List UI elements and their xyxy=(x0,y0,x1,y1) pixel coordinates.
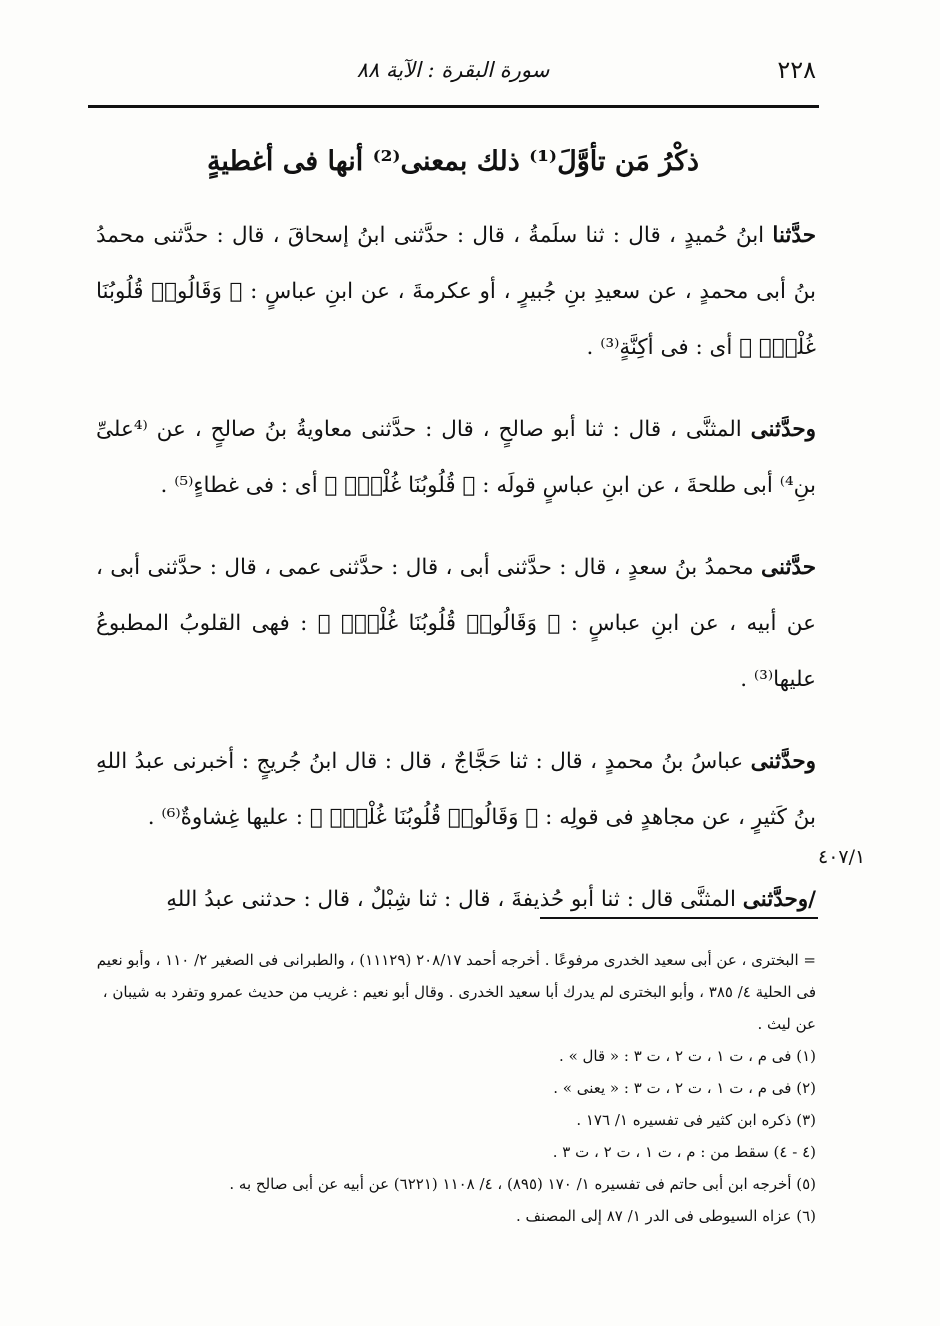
paragraph-1 xyxy=(96,208,816,376)
paragraph-lead: وحدَّثنى xyxy=(750,749,816,774)
footnote-4: (٤ - ٤) سقط من : م ، ت ١ ، ت ٢ ، ت ٣ . xyxy=(552,1143,816,1161)
marginal-reference: ٤٠٧/١ xyxy=(818,846,866,868)
paragraph-lead: حدَّثنى xyxy=(761,555,816,580)
footnotes xyxy=(96,944,816,1232)
paragraph-2 xyxy=(96,402,816,514)
paragraph-text: ابنُ حُميدٍ ، قال : ثنا سلَمةُ ، قال : حدَّثنى ابنُ إسحاقَ ، قال : حدَّثنى محمدُ بنُ أبى محمدٍ ، عن سعيدِ بنِ جُبيرٍ ، أو عكرمةَ ، عن ابنِ عباسٍ : ﴿ وَقَالُوا۟ قُلُوبُنَا غُلْفٌۢ ﴾ أى : فى أكِنَّةٍ⁽³⁾ . xyxy=(96,223,816,360)
paragraph-text: محمدُ بنُ سعدٍ ، قال : حدَّثنى أبى ، قال : حدَّثنى عمى ، قال : حدَّثنى أبى ، عن أبيه ، عن ابنِ عباسٍ : ﴿ وَقَالُوا۟ قُلُوبُنَا غُلْفٌۢ ﴾ : فهى القلوبُ المطبوعُ عليها⁽³⁾ . xyxy=(96,555,816,692)
footnote-6: (٦) عزاه السيوطى فى الدر ١/ ٨٧ إلى المصنف . xyxy=(515,1207,816,1225)
paragraph-4 xyxy=(96,734,816,846)
footnote-2: (٢) فى م ، ت ١ ، ت ٢ ، ت ٣ : « يعنى » . xyxy=(553,1079,816,1097)
footnote-1: (١) فى م ، ت ١ ، ت ٢ ، ت ٣ : « قال » . xyxy=(559,1047,816,1065)
running-title: سورة البقرة : الآية ٨٨ xyxy=(356,58,550,82)
paragraph-text: المثنَّى ، قال : ثنا أبو صالحٍ ، قال : حدَّثنى معاويةُ بنُ صالحٍ ، عن ⁽⁴علىِّ بنِ⁴⁾ أبى طلحةَ ، عن ابنِ عباسٍ قولَه : ﴿ قُلُوبُنَا غُلْفٌۢ ﴾ أى : فى غطاءٍ⁽⁵⁾ . xyxy=(96,417,816,498)
paragraph-3 xyxy=(96,540,816,708)
section-title: ذكْرُ مَن تأوَّلَ⁽¹⁾ ذلك بمعنى⁽²⁾ أنها فى أغطيةٍ xyxy=(206,146,700,177)
footnote-rule xyxy=(540,917,818,919)
paragraph-lead: حدَّثنا xyxy=(772,223,816,248)
page-header xyxy=(88,56,818,92)
paragraph-lead: وحدَّثنى xyxy=(750,417,816,442)
header-rule xyxy=(88,105,819,108)
page-number: ٢٢٨ xyxy=(777,56,816,84)
footnote-continuation: = البخترى ، عن أبى سعيد الخدرى مرفوعًا . أخرجه أحمد ٢٠٨/١٧ (١١١٢٩) ، والطبرانى فى الصغير ٢/ ١١٠ ، وأبو نعيم فى الحلية ٤/ ٣٨٥ ، وأبو البخترى لم يدرك أبا سعيد الخدرى . وقال أبو نعيم : غريب من حديث عمرو وتفرد به شيبان ، عن ليث . xyxy=(96,951,816,1033)
paragraph-text: عباسُ بنُ محمدٍ ، قال : ثنا حَجَّاجٌ ، قال : قال ابنُ جُريجٍ : أخبرنى عبدُ اللهِ بنُ كَثيرٍ ، عن مجاهدٍ فى قولِه : ﴿ وَقَالُوا۟ قُلُوبُنَا غُلْفٌۢ ﴾ : عليها غِشاوةٌ⁽⁶⁾ . xyxy=(96,749,816,830)
paragraph-5 xyxy=(96,872,816,928)
paragraph-text: المثنَّى قال : ثنا أبو حُذيفةَ ، قال : ثنا شِبْلٌ ، قال : حدثنى عبدُ اللهِ xyxy=(166,887,743,912)
main-text xyxy=(96,208,816,954)
paragraph-lead: /وحدَّثنى xyxy=(742,887,816,912)
footnote-3: (٣) ذكره ابن كثير فى تفسيره ١/ ١٧٦ . xyxy=(576,1111,816,1129)
footnote-5: (٥) أخرجه ابن أبى حاتم فى تفسيره ١/ ١٧٠ (٨٩٥) ، ٤/ ١١٠٨ (٦٢٢١) عن أبيه عن أبى صالح به . xyxy=(229,1175,816,1193)
